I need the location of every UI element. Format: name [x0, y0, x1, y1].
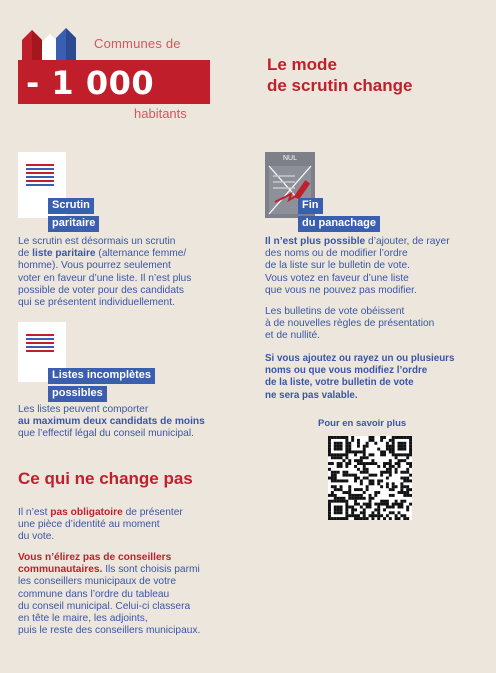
p2-line: commune dans l’ordre du tableau	[18, 588, 170, 600]
listes-text-line: que l’effectif légal du conseil municipal.	[18, 428, 194, 440]
panachage-p3-line: Si vous ajoutez ou rayez un ou plusieurs	[265, 353, 455, 364]
panachage-p1-line: de la liste sur le bulletin de vote.	[265, 260, 410, 272]
qr-code-icon	[328, 436, 412, 520]
p2-line	[18, 564, 248, 576]
p1-line	[18, 507, 248, 519]
panachage-p3-line: de la liste, votre bulletin de vote	[265, 377, 414, 389]
listes-text-emphasis: au maximum deux candidats de moins	[18, 416, 205, 428]
listes-tag-line2: possibles	[48, 386, 107, 402]
panachage-p3	[265, 353, 490, 402]
pas-obligatoire-emphasis: pas obligatoire	[50, 507, 123, 518]
page-title-line1: Le mode	[267, 55, 337, 74]
scrutin-text-line	[18, 248, 238, 260]
scrutin-text	[18, 236, 238, 309]
panachage-span: d’ajouter, de rayer	[365, 236, 450, 247]
listes-text	[18, 404, 248, 441]
scrutin-tag-line2: paritaire	[48, 216, 99, 232]
p1-line: du vote.	[18, 531, 55, 543]
communes-label: Communes de	[94, 36, 181, 51]
scrutin-text-span: de	[18, 248, 33, 260]
communautaires-emphasis: communautaires.	[18, 564, 103, 576]
panachage-p1-line: Vous votez en faveur d’une liste	[265, 272, 409, 284]
nul-label: NUL	[282, 155, 297, 162]
houses-icon	[20, 26, 90, 62]
scrutin-text-line: homme). Vous pourrez seulement	[18, 260, 171, 272]
p1-line: une pièce d’identité au moment	[18, 519, 160, 531]
p1-span: Il n’est	[18, 507, 51, 518]
page-title	[267, 54, 477, 96]
p2-line: en tête le maire, les adjoints,	[18, 613, 148, 625]
panachage-p2-line: à de nouvelles règles de présentation	[265, 318, 435, 330]
panachage-p3-line: noms ou que vous modifiez l’ordre	[265, 365, 428, 377]
liste-paritaire-emphasis: liste paritaire	[32, 248, 96, 260]
listes-incompletes-tag	[48, 366, 155, 402]
panachage-p1	[265, 236, 485, 297]
panachage-p2-line: et de nullité.	[265, 330, 320, 342]
ne-change-pas-p1	[18, 507, 248, 544]
scrutin-text-span: (alternance femme/	[95, 248, 187, 260]
panachage-p1-line: que vous ne pouvez pas modifier.	[265, 284, 417, 296]
panachage-p3-line: ne sera pas valable.	[265, 389, 358, 401]
scrutin-text-line: Le scrutin est désormais un scrutin	[18, 236, 176, 247]
listes-tag-line1: Listes incomplètes	[48, 368, 155, 384]
p1-span: de présenter	[122, 507, 183, 518]
communautaires-emphasis: Vous n’élirez pas de conseillers	[18, 552, 172, 563]
panachage-tag-line1: Fin	[298, 198, 323, 214]
p2-line: puis le reste des conseillers municipaux.	[18, 625, 201, 637]
panachage-p1-line	[265, 236, 485, 248]
section-heading: Ce qui ne change pas	[18, 469, 193, 488]
listes-text-line: Les listes peuvent comporter	[18, 404, 149, 415]
panachage-p2	[265, 306, 485, 343]
habitants-label: habitants	[134, 106, 187, 121]
scrutin-text-line: qui se présentent individuellement.	[18, 297, 175, 309]
population-banner-text: - 1 000	[26, 64, 155, 102]
scrutin-text-line: possible de voter pour des candidats	[18, 284, 184, 296]
ne-change-pas-p2	[18, 552, 248, 637]
scrutin-text-line: voter en faveur d’une liste. Il n’est plus	[18, 272, 192, 284]
scrutin-paritaire-tag	[48, 196, 99, 232]
plus-possible-emphasis: Il n’est plus possible	[265, 236, 366, 247]
fin-panachage-tag	[298, 196, 380, 232]
p2-line: du conseil municipal. Celui-ci classera	[18, 600, 191, 612]
more-info-label: Pour en savoir plus	[318, 418, 407, 429]
p2-span: Ils sont choisis parmi	[102, 564, 200, 576]
qr-code[interactable]	[328, 436, 412, 520]
panachage-p2-line: Les bulletins de vote obéissent	[265, 306, 405, 317]
panachage-p1-line: des noms ou de modifier l’ordre	[265, 248, 408, 260]
p2-line: les conseillers municipaux de votre	[18, 576, 176, 588]
page-title-line2: de scrutin change	[267, 76, 413, 95]
panachage-tag-line2: du panachage	[298, 216, 380, 232]
scrutin-tag-line1: Scrutin	[48, 198, 94, 214]
